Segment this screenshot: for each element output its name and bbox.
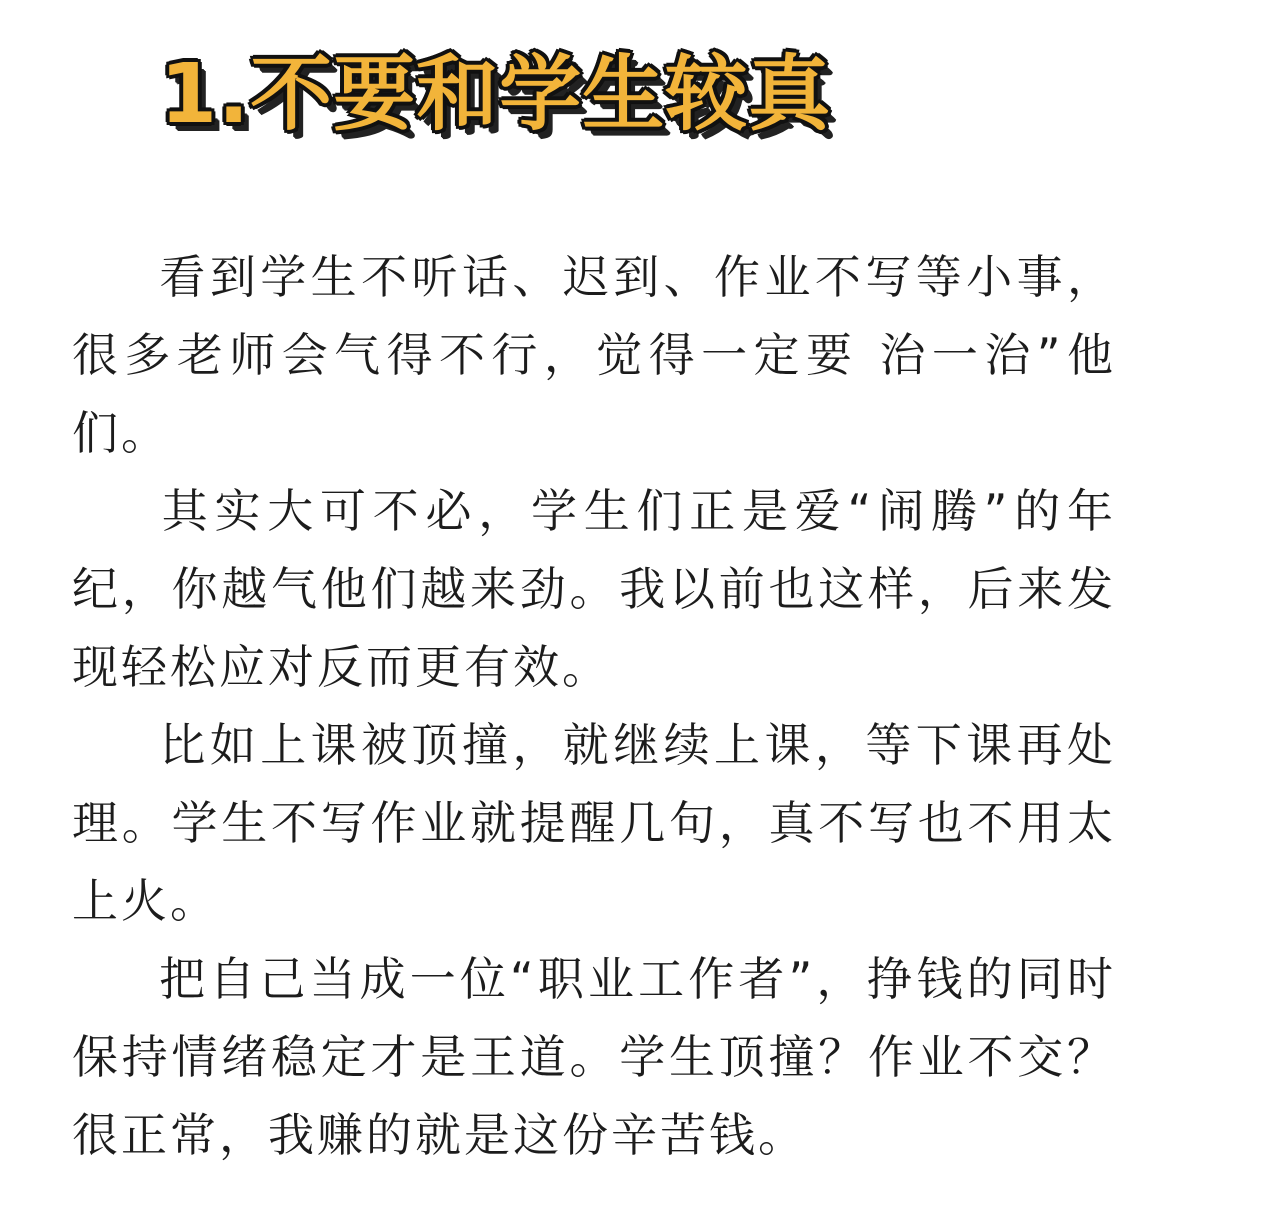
paragraph-text: 比如上课被顶撞，就继续上课，等下课再处理。学生不写作业就提醒几句，真不写也不用太上火。 [72,718,1116,928]
article-title: 1.不要和学生较真 [160,47,832,142]
article-body [72,238,1116,1174]
paragraph-2 [72,472,1116,706]
paragraph-4 [72,940,1116,1174]
paragraph-1 [72,238,1116,472]
paragraph-text: 看到学生不听话、迟到、作业不写等小事，很多老师会气得不行，觉得一定要 治一治”他们。 [72,250,1116,460]
paragraph-text: 其实大可不必，学生们正是爱“闹腾”的年纪，你越气他们越来劲。我以前也这样，后来发现轻松应对反而更有效。 [72,484,1116,694]
paragraph-3 [72,706,1116,940]
paragraph-text: 把自己当成一位“职业工作者”，挣钱的同时保持情绪稳定才是王道。学生顶撞？作业不交？很正常，我赚的就是这份辛苦钱。 [72,952,1116,1162]
